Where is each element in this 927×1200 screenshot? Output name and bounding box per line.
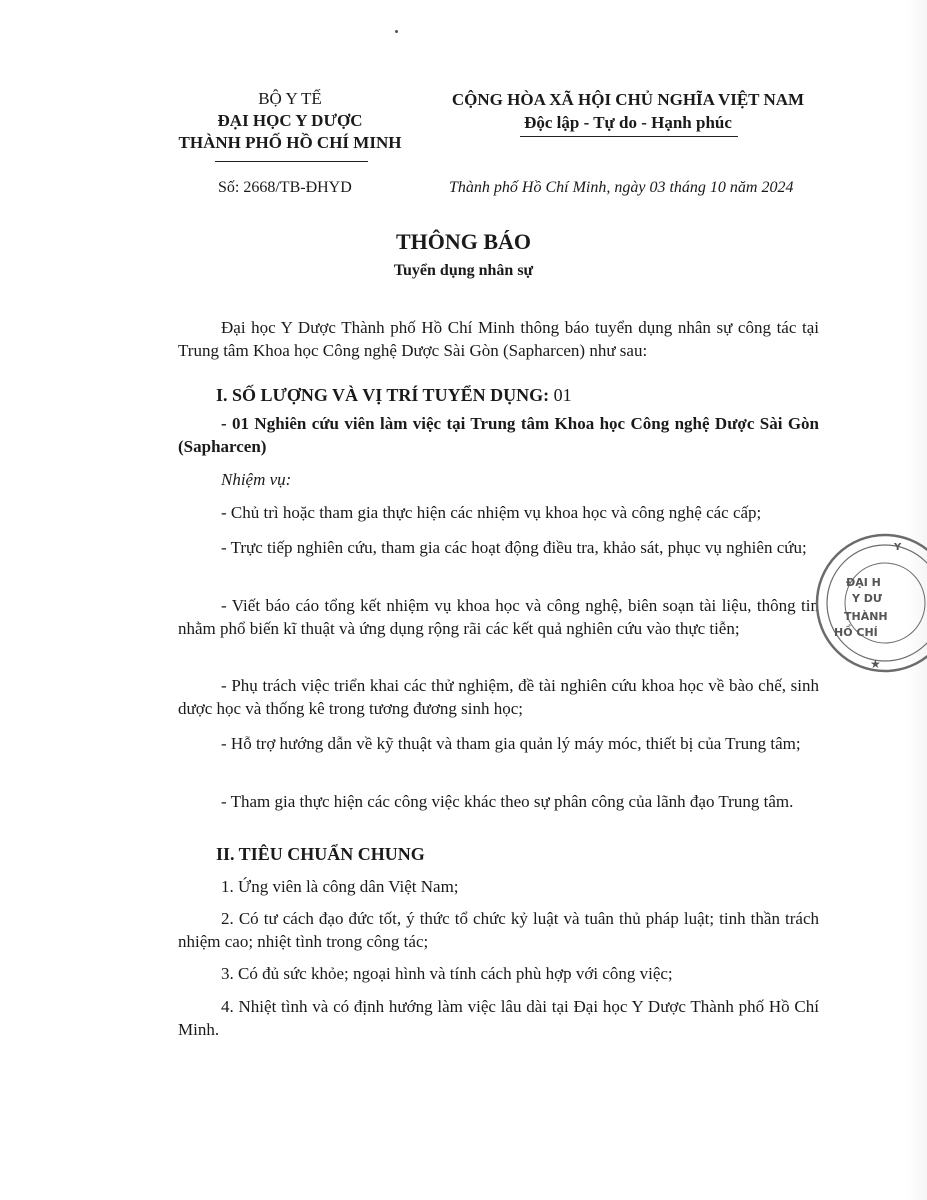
duty-item	[178, 732, 819, 755]
university-name-line2: THÀNH PHỐ HỒ CHÍ MINH	[178, 133, 402, 152]
official-seal-icon	[810, 528, 927, 678]
criteria-text: 2. Có tư cách đạo đức tốt, ý thức tổ chức kỷ luật và tuân thủ pháp luật; tinh thần trách nhiệm cao; nhiệt tình trong công tác;	[178, 909, 819, 951]
criteria-text: 1. Ứng viên là công dân Việt Nam;	[221, 877, 459, 896]
date-line: Thành phố Hồ Chí Minh, ngày 03 tháng 10 năm 2024	[449, 179, 794, 196]
national-motto: Độc lập - Tự do - Hạnh phúc	[524, 113, 732, 132]
seal-line3: THÀNH	[844, 610, 888, 623]
duties-label-text: Nhiệm vụ:	[221, 470, 292, 489]
duty-item	[178, 790, 819, 813]
header-left-underline	[215, 161, 368, 162]
criteria-item	[178, 907, 819, 953]
intro-text: Đại học Y Dược Thành phố Hồ Chí Minh thông báo tuyển dụng nhân sự công tác tại Trung tâm Khoa học Công nghệ Dược Sài Gòn (Sapharcen) như sau:	[178, 318, 819, 360]
seal-star: ★	[870, 657, 881, 671]
duties-label	[178, 468, 819, 491]
duty-item	[178, 674, 819, 720]
duty-item	[178, 594, 819, 640]
seal-line2: Y DƯ	[852, 592, 883, 605]
document-subtitle: Tuyển dụng nhân sự	[393, 262, 534, 279]
duty-text: - Chủ trì hoặc tham gia thực hiện các nhiệm vụ khoa học và công nghệ các cấp;	[221, 503, 762, 522]
university-name-line1: ĐẠI HỌC Y DƯỢC	[217, 111, 363, 130]
section-1-title: I. SỐ LƯỢNG VÀ VỊ TRÍ TUYỂN DỤNG:	[216, 385, 550, 405]
intro-paragraph	[178, 316, 819, 362]
scan-speck	[395, 30, 398, 33]
section-2-heading: II. TIÊU CHUẨN CHUNG	[216, 844, 425, 864]
duty-text: - Hỗ trợ hướng dẫn về kỹ thuật và tham gia quản lý máy móc, thiết bị của Trung tâm;	[221, 734, 801, 753]
position-text: - 01 Nghiên cứu viên làm việc tại Trung tâm Khoa học Công nghệ Dược Sài Gòn (Sapharcen)	[178, 414, 819, 456]
duty-text: - Trực tiếp nghiên cứu, tham gia các hoạt động điều tra, khảo sát, phục vụ nghiên cứu;	[221, 538, 807, 557]
seal-line4: HỒ CHÍ	[834, 626, 878, 639]
section-1-heading	[216, 385, 572, 406]
criteria-item	[178, 962, 819, 985]
republic-name: CỘNG HÒA XÃ HỘI CHỦ NGHĨA VIỆT NAM	[451, 90, 805, 109]
header-right-underline	[520, 136, 738, 137]
header-right	[428, 88, 828, 134]
criteria-text: 4. Nhiệt tình và có định hướng làm việc lâu dài tại Đại học Y Dược Thành phố Hồ Chí Minh.	[178, 997, 819, 1039]
criteria-text: 3. Có đủ sức khỏe; ngoại hình và tính cách phù hợp với công việc;	[221, 964, 673, 983]
duty-text: - Phụ trách việc triển khai các thử nghiệm, đề tài nghiên cứu khoa học về bào chế, sinh dược học và thống kê trong tương đương sinh học;	[178, 676, 819, 718]
document-number: Số: 2668/TB-ĐHYD	[218, 179, 352, 196]
criteria-item	[178, 995, 819, 1041]
duty-text: - Tham gia thực hiện các công việc khác theo sự phân công của lãnh đạo Trung tâm.	[221, 792, 794, 811]
position-title	[178, 412, 819, 458]
ministry-name: BỘ Y TẾ	[258, 89, 322, 108]
header-left	[150, 88, 430, 154]
document-title: THÔNG BÁO	[395, 229, 532, 254]
position-count: 01	[549, 385, 572, 405]
duty-item	[178, 501, 819, 524]
seal-letter: Y	[894, 542, 902, 553]
criteria-item	[178, 875, 819, 898]
duty-text: - Viết báo cáo tổng kết nhiệm vụ khoa học và công nghệ, biên soạn tài liệu, thông tin nhằm phổ biến kĩ thuật và ứng dụng rộng rãi các kết quả nghiên cứu vào thực tiễn;	[178, 596, 819, 638]
duty-item	[178, 536, 819, 559]
seal-line1: ĐẠI H	[846, 576, 881, 589]
